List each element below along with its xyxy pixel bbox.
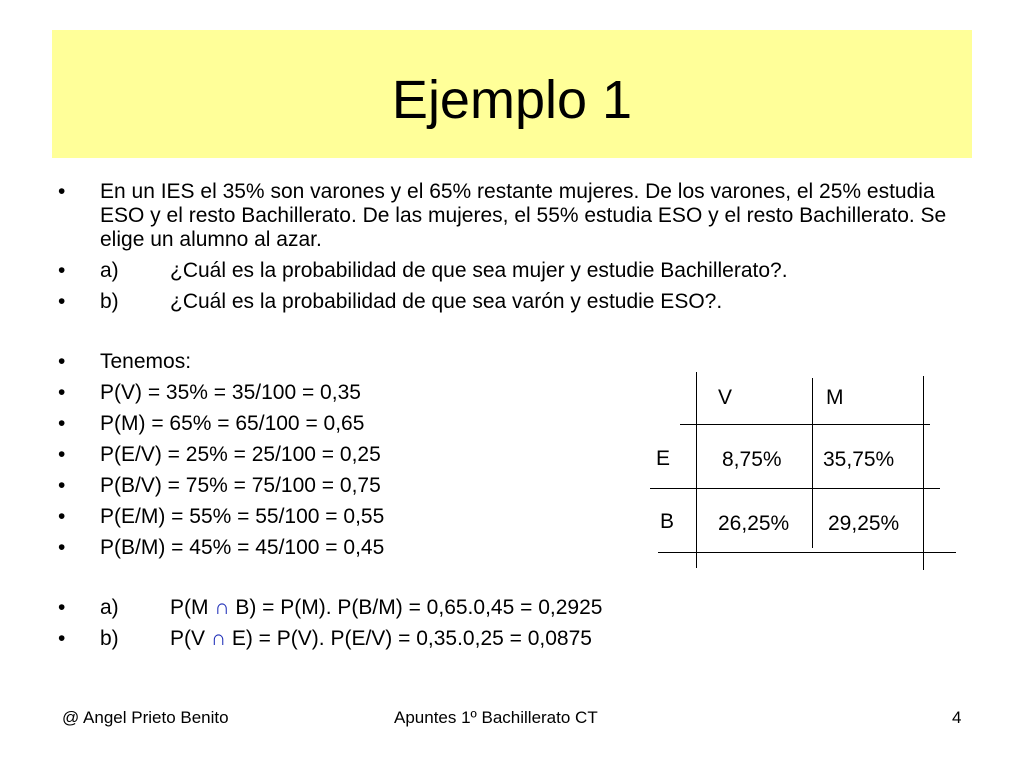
question-label-a: a)	[100, 259, 119, 282]
prob-line: P(V) = 35% = 35/100 = 0,35	[100, 381, 361, 404]
list-item	[58, 350, 970, 374]
bullet-icon: •	[58, 180, 66, 203]
cell-e-v: 8,75%	[722, 448, 782, 471]
col-header-m: M	[826, 386, 844, 409]
list-item	[58, 290, 970, 314]
footer-page-number: 4	[952, 708, 962, 727]
list-item	[58, 259, 970, 283]
list-item	[58, 627, 970, 651]
prob-line: P(M) = 65% = 65/100 = 0,65	[100, 412, 365, 435]
bullet-icon: •	[58, 259, 66, 282]
table-hline-2	[650, 488, 940, 489]
bullet-icon: •	[58, 627, 66, 650]
question-label-b: b)	[100, 290, 119, 313]
question-text-a: ¿Cuál es la probabilidad de que sea mujer y estudie Bachillerato?.	[170, 259, 788, 282]
list-item	[58, 180, 970, 252]
footer-course: Apuntes 1º Bachillerato CT	[394, 708, 598, 727]
answer-a-end: B) = P(M). P(B/M) = 0,65.0,45 = 0,2925	[229, 596, 603, 619]
contingency-table	[640, 372, 960, 572]
tenemos-label: Tenemos:	[100, 350, 192, 373]
prob-line: P(B/V) = 75% = 75/100 = 0,75	[100, 474, 381, 497]
problem-statement: En un IES el 35% son varones y el 65% restante mujeres. De los varones, el 25% estudia ESO y el resto Bachillerato. De las mujeres, el 55% estudia ESO y el resto Bachillerato. Se elige un alumno al azar.	[100, 180, 947, 251]
list-item	[58, 596, 970, 620]
cell-e-m: 35,75%	[823, 448, 895, 471]
bullet-icon: •	[58, 290, 66, 313]
answer-label-b: b)	[100, 627, 119, 650]
prob-line: P(E/M) = 55% = 55/100 = 0,55	[100, 505, 385, 528]
row-header-b: B	[660, 510, 675, 533]
question-text-b: ¿Cuál es la probabilidad de que sea varón y estudie ESO?.	[170, 290, 723, 313]
answer-a-start: P(M	[170, 596, 215, 619]
answer-label-a: a)	[100, 596, 119, 619]
bullet-icon: •	[58, 596, 66, 619]
cell-b-v: 26,25%	[718, 512, 790, 535]
bullet-icon: •	[58, 381, 66, 404]
bullet-icon: •	[58, 536, 66, 559]
prob-line: P(E/V) = 25% = 25/100 = 0,25	[100, 443, 381, 466]
col-header-v: V	[718, 386, 733, 409]
cell-b-m: 29,25%	[828, 512, 900, 535]
table-hline-1	[680, 424, 930, 425]
table-vline-3	[923, 376, 924, 570]
table-vline-2	[812, 378, 813, 548]
prob-line: P(B/M) = 45% = 45/100 = 0,45	[100, 536, 385, 559]
intersection-icon: ∩	[210, 627, 227, 650]
row-header-e: E	[656, 447, 671, 470]
bullet-icon: •	[58, 412, 66, 435]
table-hline-3	[658, 552, 956, 553]
intersection-icon: ∩	[214, 596, 230, 619]
footer-author: @ Angel Prieto Benito	[62, 708, 229, 727]
answer-b-start: P(V	[170, 627, 211, 650]
spacer	[58, 321, 970, 343]
bullet-icon: •	[58, 443, 66, 466]
slide-title: Ejemplo 1	[391, 70, 633, 130]
bullet-icon: •	[58, 350, 66, 373]
bullet-icon: •	[58, 474, 66, 497]
bullet-icon: •	[58, 505, 66, 528]
answer-b-end: E) = P(V). P(E/V) = 0,35.0,25 = 0,0875	[226, 627, 592, 650]
table-vline-1	[696, 372, 697, 568]
